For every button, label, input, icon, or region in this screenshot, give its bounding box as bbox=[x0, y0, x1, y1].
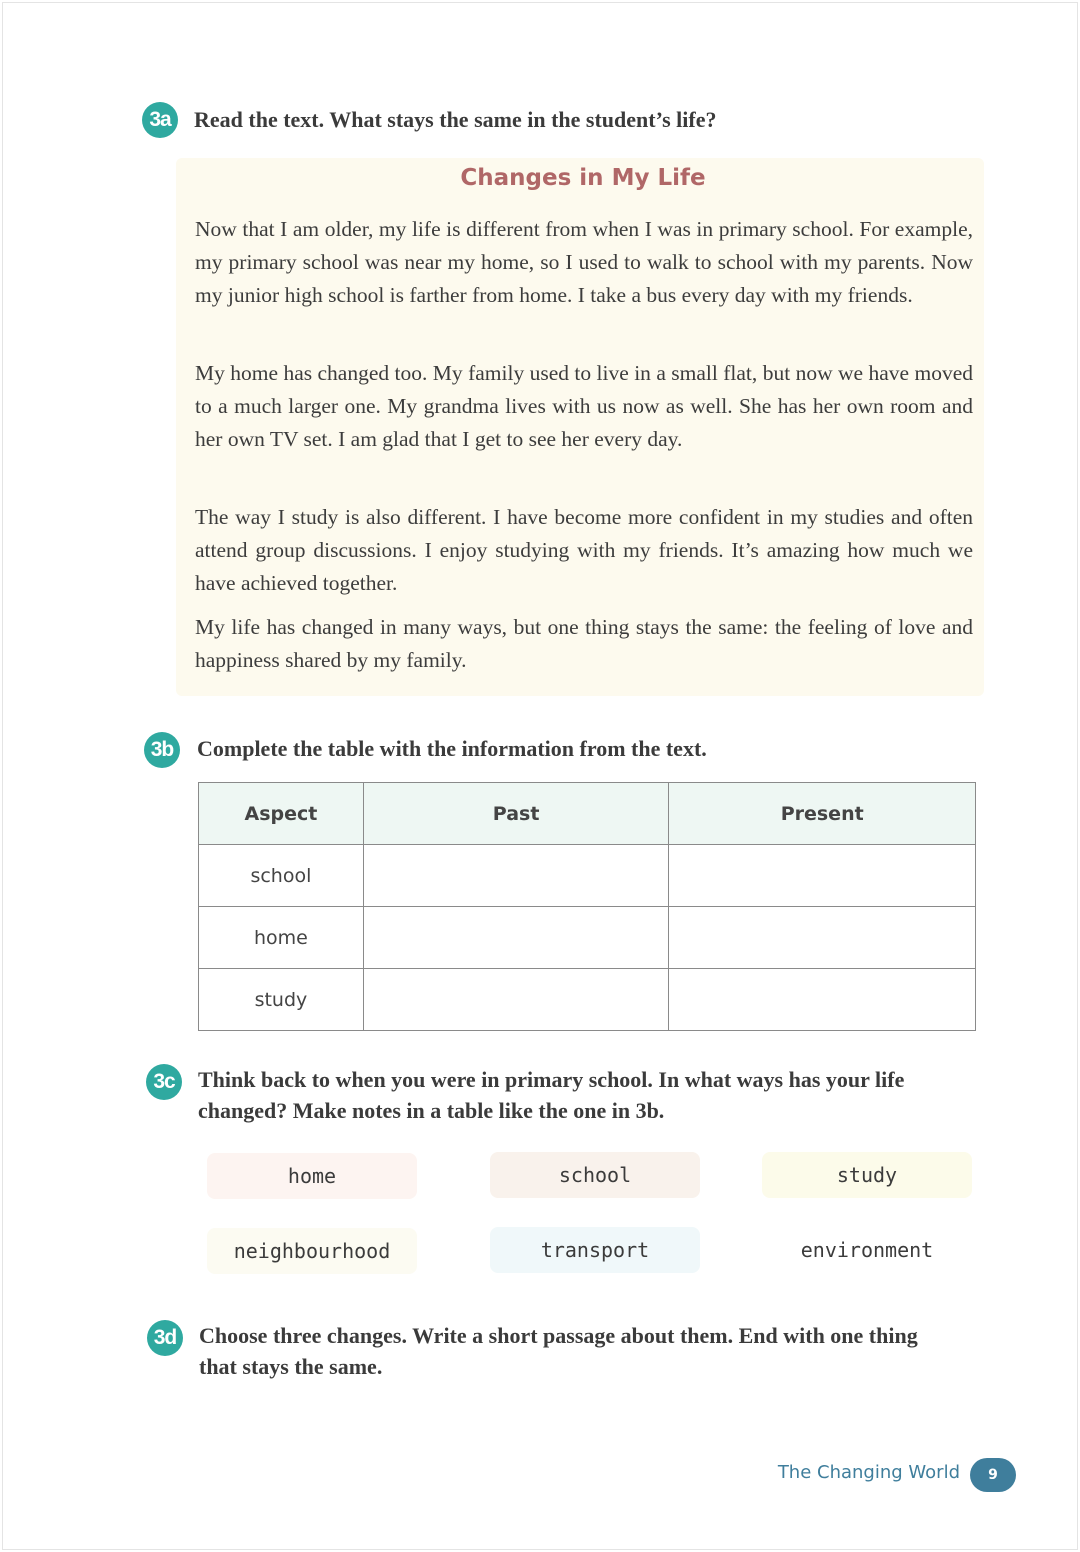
section-3b-badge: 3b bbox=[144, 732, 180, 768]
section-3b-instruction: Complete the table with the information from the text. bbox=[197, 736, 707, 761]
section-3c-badge: 3c bbox=[146, 1064, 182, 1100]
reading-paragraph-2: My home has changed too. My family used to live in a small flat, but now we have moved to a much larger one. My grandma lives with us now as well. She has her own room and her own TV set. I am glad that I get to see her every day. bbox=[195, 361, 973, 451]
table-cell-past[interactable] bbox=[363, 845, 669, 907]
section-3c-instruction-line-1: Think back to when you were in primary school. In what ways has your life bbox=[198, 1067, 905, 1092]
table-cell-aspect: home bbox=[199, 907, 364, 969]
table-cell-present[interactable] bbox=[669, 969, 976, 1031]
word-chip-neighbourhood: neighbourhood bbox=[207, 1228, 417, 1274]
section-3c-instruction-line-2: changed? Make notes in a table like the one in 3b. bbox=[198, 1098, 665, 1123]
table-cell-present[interactable] bbox=[669, 845, 976, 907]
word-chip-transport: transport bbox=[490, 1227, 700, 1273]
table-cell-aspect: school bbox=[199, 845, 364, 907]
reading-paragraph-4: My life has changed in many ways, but one thing stays the same: the feeling of love and happiness shared by my family. bbox=[195, 615, 973, 672]
table-cell-past[interactable] bbox=[363, 907, 669, 969]
reading-paragraph-3: The way I study is also different. I have become more confident in my studies and often attend group discussions. I enjoy studying with my friends. It’s amazing how much we have achieved together. bbox=[195, 505, 973, 595]
table-header-aspect: Aspect bbox=[199, 783, 364, 845]
section-3a-instruction: Read the text. What stays the same in the student’s life? bbox=[194, 107, 717, 132]
info-table bbox=[198, 782, 976, 1031]
table-cell-present[interactable] bbox=[669, 907, 976, 969]
table-header-past: Past bbox=[363, 783, 669, 845]
table-cell-aspect: study bbox=[199, 969, 364, 1031]
section-3d-instruction-line-1: Choose three changes. Write a short passage about them. End with one thing bbox=[199, 1323, 918, 1348]
table-cell-past[interactable] bbox=[363, 969, 669, 1031]
reading-title: Changes in My Life bbox=[460, 165, 706, 191]
section-3a-badge: 3a bbox=[142, 102, 178, 138]
page-number-badge: 9 bbox=[970, 1458, 1016, 1492]
section-3d-instruction-line-2: that stays the same. bbox=[199, 1354, 383, 1379]
word-chip-study: study bbox=[762, 1152, 972, 1198]
reading-paragraph-1: Now that I am older, my life is different from when I was in primary school. For example, my primary school was near my home, so I used to walk to school with my parents. Now my junior high school is farther from home. I take a bus every day with my friends. bbox=[195, 217, 973, 307]
word-chip-school: school bbox=[490, 1152, 700, 1198]
table-header-row bbox=[199, 783, 976, 845]
word-chip-home: home bbox=[207, 1153, 417, 1199]
word-chip-environment: environment bbox=[762, 1227, 972, 1273]
table-header-present: Present bbox=[669, 783, 976, 845]
table-row bbox=[199, 845, 976, 907]
footer-unit-title: The Changing World bbox=[777, 1462, 960, 1483]
table-row bbox=[199, 969, 976, 1031]
section-3d-badge: 3d bbox=[147, 1320, 183, 1356]
table-row bbox=[199, 907, 976, 969]
